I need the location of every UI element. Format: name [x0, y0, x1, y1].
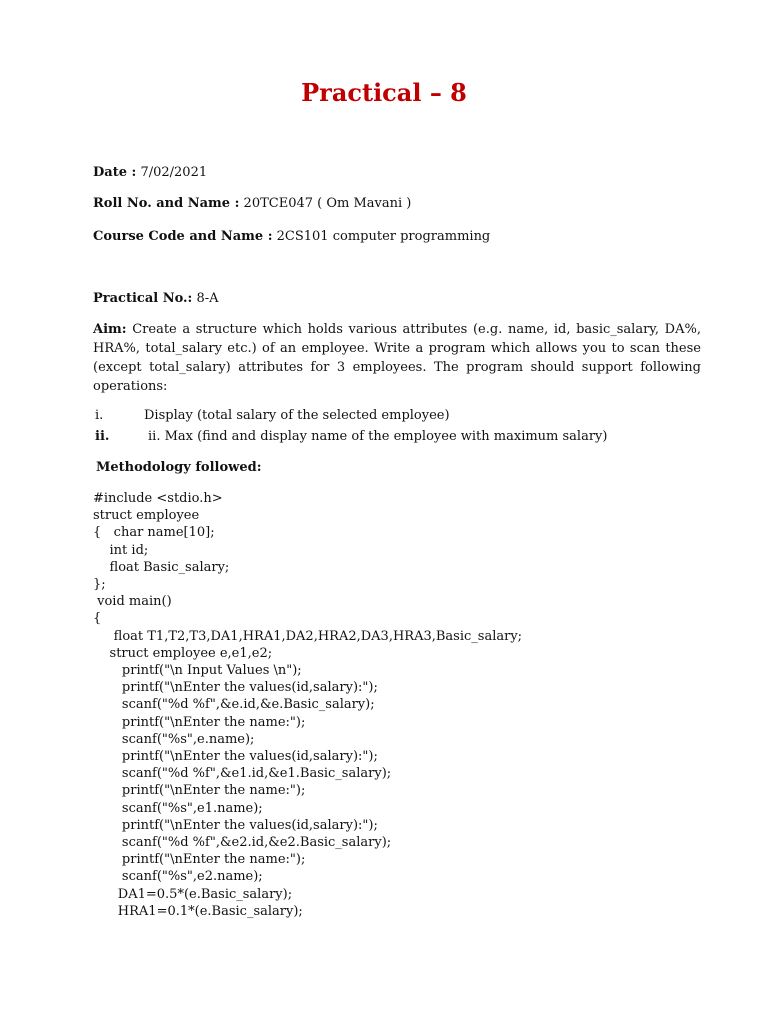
code-line: DA1=0.5*(e.Basic_salary); [93, 886, 293, 902]
page-title: Practical – 8 [301, 78, 467, 107]
code-line: #include <stdio.h> [93, 491, 223, 506]
code-line: printf("\nEnter the name:"); [93, 852, 306, 868]
code-line: printf("\nEnter the values(id,salary):"); [93, 817, 378, 833]
course-line [93, 229, 490, 244]
list-item-number: ii. [95, 429, 110, 444]
code-line: printf("\nEnter the values(id,salary):"); [93, 749, 378, 764]
code-line: struct employee e,e1,e2; [93, 645, 273, 661]
list-item-number: i. [95, 408, 104, 423]
code-line: int id; [93, 542, 149, 558]
roll-value: 20TCE047 ( Om Mavani ) [243, 196, 412, 211]
code-line: struct employee [93, 508, 200, 524]
code-line: printf("\nEnter the values(id,salary):"); [93, 680, 378, 696]
date-line [93, 165, 207, 180]
methodology-heading: Methodology followed: [96, 460, 262, 475]
code-line: scanf("%s",e.name); [93, 731, 255, 747]
code-line: { char name[10]; [93, 525, 215, 541]
code-line: scanf("%s",e2.name); [93, 869, 263, 885]
code-line: }; [93, 577, 106, 592]
code-line: float T1,T2,T3,DA1,HRA1,DA2,HRA2,DA3,HRA3,Basic_salary; [93, 628, 523, 644]
code-line: printf("\nEnter the name:"); [93, 714, 306, 730]
code-line: HRA1=0.1*(e.Basic_salary); [93, 903, 303, 919]
course-value: 2CS101 computer programming [276, 229, 491, 244]
aim-label: Aim: [93, 322, 127, 337]
code-line: { [93, 611, 102, 627]
code-line: scanf("%d %f",&e2.id,&e2.Basic_salary); [93, 835, 392, 850]
code-line: void main() [93, 594, 172, 610]
code-line: printf("\n Input Values \n"); [93, 663, 302, 678]
code-line: float Basic_salary; [93, 559, 230, 575]
roll-label: Roll No. and Name : [93, 196, 240, 211]
course-label: Course Code and Name : [93, 229, 273, 244]
list-item-text: ii. Max (find and display name of the employee with maximum salary) [148, 429, 608, 444]
list-item-text: Display (total salary of the selected employee) [144, 408, 450, 423]
date-label: Date : [93, 165, 137, 180]
aim-text: Create a structure which holds various attributes (e.g. name, id, basic_salary, DA%, HRA%, total_salary etc.) of an employee. Write a program which allows you to scan these (except total_salary) attributes for 3 employees. The program should support following operations: [93, 322, 701, 394]
code-line: scanf("%d %f",&e1.id,&e1.Basic_salary); [93, 766, 392, 782]
roll-line [93, 196, 411, 211]
code-line: scanf("%d %f",&e.id,&e.Basic_salary); [93, 697, 375, 713]
practical-label: Practical No.: [93, 291, 193, 306]
code-line: scanf("%s",e1.name); [93, 800, 263, 816]
practical-line [93, 291, 219, 306]
aim-paragraph [93, 320, 701, 396]
date-value: 7/02/2021 [140, 165, 208, 180]
practical-value: 8-A [196, 291, 219, 306]
code-line: printf("\nEnter the name:"); [93, 783, 306, 799]
